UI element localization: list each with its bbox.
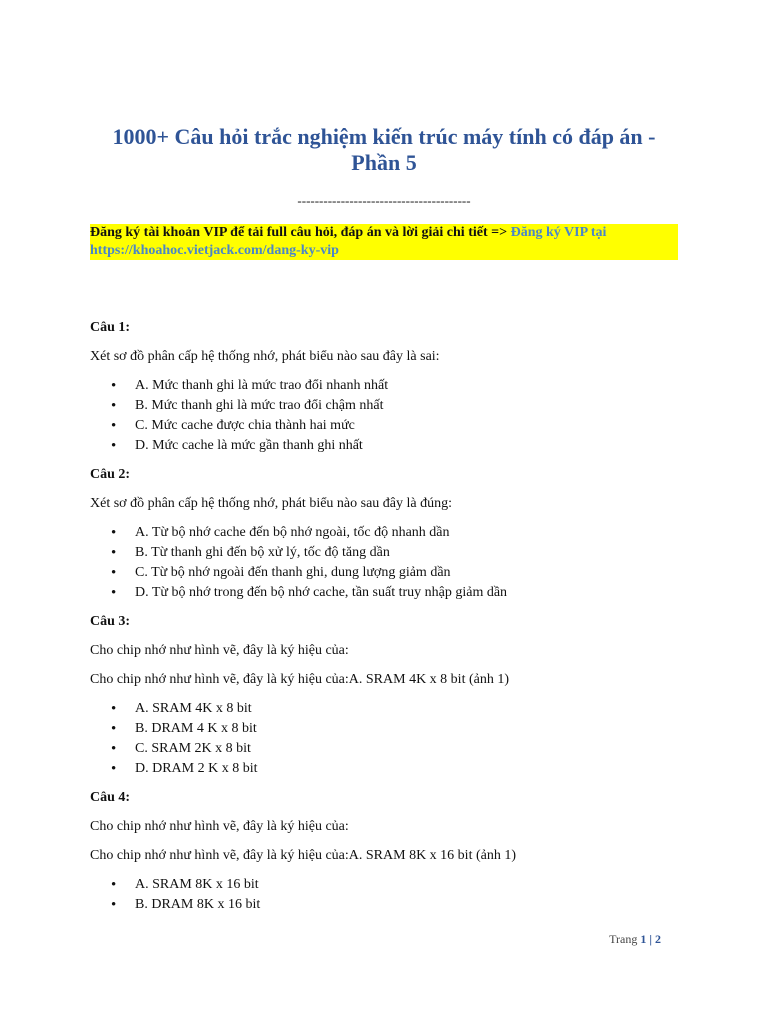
option-list	[90, 699, 678, 779]
question-label: Câu 3:	[90, 614, 131, 629]
question-3	[90, 612, 678, 779]
question-2	[90, 465, 678, 603]
question-1	[90, 318, 678, 456]
question-image-caption: Cho chip nhớ như hình vẽ, đây là ký hiệu của:A. SRAM 4K x 8 bit (ảnh 1)	[90, 672, 509, 687]
question-label: Câu 2:	[90, 467, 131, 482]
page-title: 1000+ Câu hỏi trắc nghiệm kiến trúc máy tính có đáp án - Phần 5	[112, 124, 656, 175]
total-page-number: 2	[655, 932, 661, 946]
question-text: Cho chip nhớ như hình vẽ, đây là ký hiệu của:	[90, 819, 349, 834]
question-image-caption: Cho chip nhớ như hình vẽ, đây là ký hiệu của:A. SRAM 8K x 16 bit (ảnh 1)	[90, 848, 516, 863]
option-item: • A. SRAM 8K x 16 bit	[135, 875, 678, 895]
question-list	[90, 318, 678, 924]
option-item: • A. SRAM 4K x 8 bit	[135, 699, 678, 719]
question-text: Cho chip nhớ như hình vẽ, đây là ký hiệu của:	[90, 643, 349, 658]
option-item: • A. Mức thanh ghi là mức trao đổi nhanh nhất	[135, 376, 678, 396]
option-item: • C. SRAM 2K x 8 bit	[135, 739, 678, 759]
current-page-number: 1	[640, 932, 647, 946]
option-item: • A. Từ bộ nhớ cache đến bộ nhớ ngoài, tốc độ nhanh dần	[135, 523, 678, 543]
page-separator: |	[646, 932, 655, 946]
question-label: Câu 4:	[90, 790, 131, 805]
option-list	[90, 523, 678, 603]
vip-promo-banner	[90, 224, 678, 260]
vip-register-link[interactable]: Đăng ký VIP tại https://khoahoc.vietjack.com/dang-ky-vip	[90, 225, 607, 258]
page-number-footer	[560, 930, 661, 948]
page-prefix: Trang	[609, 932, 641, 946]
question-4	[90, 788, 678, 915]
option-item: • B. Từ thanh ghi đến bộ xử lý, tốc độ tăng dần	[135, 543, 678, 563]
option-item: • C. Mức cache được chia thành hai mức	[135, 416, 678, 436]
question-text: Xét sơ đồ phân cấp hệ thống nhớ, phát biểu nào sau đây là đúng:	[90, 496, 453, 511]
question-label: Câu 1:	[90, 320, 131, 335]
option-list	[90, 376, 678, 456]
option-item: • D. Mức cache là mức gần thanh ghi nhất	[135, 436, 678, 456]
option-item: • D. DRAM 2 K x 8 bit	[135, 759, 678, 779]
option-item: • D. Từ bộ nhớ trong đến bộ nhớ cache, tần suất truy nhập giảm dần	[135, 583, 678, 603]
option-list	[90, 875, 678, 915]
question-text: Xét sơ đồ phân cấp hệ thống nhớ, phát biểu nào sau đây là sai:	[90, 349, 440, 364]
divider-line: ----------------------------------------	[297, 193, 471, 208]
option-item: • C. Từ bộ nhớ ngoài đến thanh ghi, dung lượng giảm dần	[135, 563, 678, 583]
option-item: • B. DRAM 4 K x 8 bit	[135, 719, 678, 739]
option-item: • B. DRAM 8K x 16 bit	[135, 895, 678, 915]
promo-text: Đăng ký tài khoản VIP để tải full câu hỏi, đáp án và lời giải chi tiết =>	[90, 225, 511, 240]
option-item: • B. Mức thanh ghi là mức trao đổi chậm nhất	[135, 396, 678, 416]
